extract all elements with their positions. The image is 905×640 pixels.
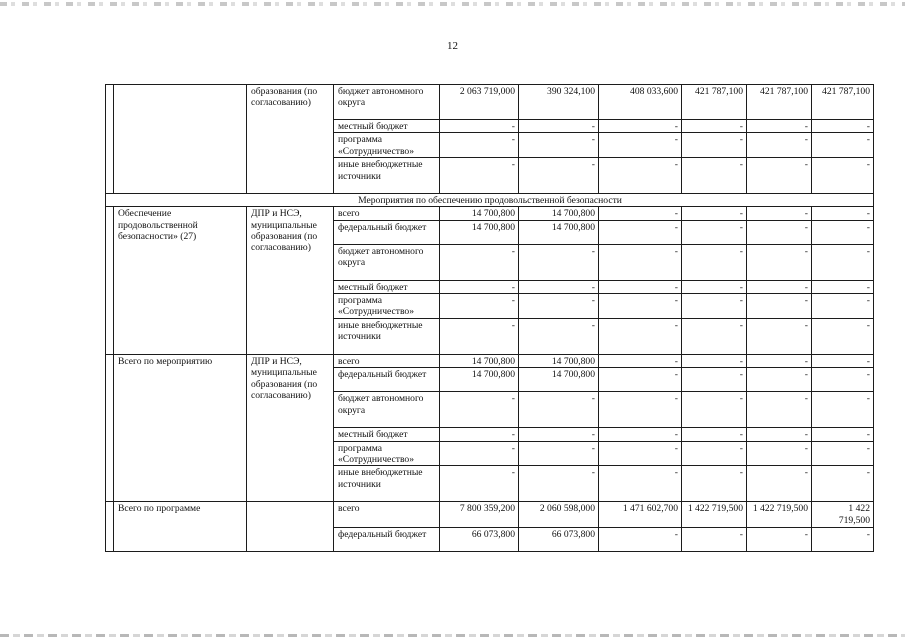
funding-source-cell: всего <box>334 502 440 528</box>
amount-cell: - <box>440 318 519 354</box>
funding-source-cell: иные внебюджетные источники <box>334 158 440 194</box>
amount-cell: - <box>812 220 874 244</box>
amount-cell: - <box>519 466 599 502</box>
amount-cell: - <box>812 207 874 220</box>
amount-cell: - <box>682 207 747 220</box>
amount-cell: - <box>812 280 874 293</box>
amount-cell: - <box>812 368 874 392</box>
amount-cell: - <box>519 392 599 428</box>
amount-cell: - <box>599 158 682 194</box>
amount-cell: - <box>812 392 874 428</box>
amount-cell: - <box>747 392 812 428</box>
amount-cell: 14 700,800 <box>440 220 519 244</box>
amount-cell: - <box>519 120 599 133</box>
table-row <box>106 354 874 367</box>
table-row <box>106 207 874 220</box>
amount-cell: 14 700,800 <box>519 220 599 244</box>
amount-cell: 14 700,800 <box>519 368 599 392</box>
page-number: 12 <box>447 40 458 52</box>
amount-cell: 390 324,100 <box>519 85 599 120</box>
executor-cell <box>247 502 334 552</box>
amount-cell: - <box>812 466 874 502</box>
amount-cell: - <box>682 294 747 319</box>
amount-cell: - <box>440 441 519 466</box>
activity-name-cell: Обеспечение продовольственной безопасности» (27) <box>114 207 247 355</box>
amount-cell: - <box>599 120 682 133</box>
amount-cell: 2 063 719,000 <box>440 85 519 120</box>
row-marker-cell <box>106 85 114 194</box>
funding-source-cell: всего <box>334 354 440 367</box>
amount-cell: 421 787,100 <box>747 85 812 120</box>
section-row <box>106 194 874 207</box>
amount-cell: - <box>747 368 812 392</box>
amount-cell: - <box>812 441 874 466</box>
amount-cell: - <box>599 294 682 319</box>
amount-cell: - <box>812 133 874 158</box>
amount-cell: - <box>599 318 682 354</box>
amount-cell: - <box>682 528 747 552</box>
funding-source-cell: программа «Сотрудничество» <box>334 441 440 466</box>
funding-source-cell: иные внебюджетные источники <box>334 318 440 354</box>
section-title: Мероприятия по обеспечению продовольственной безопасности <box>106 194 874 207</box>
amount-cell: - <box>682 368 747 392</box>
amount-cell: - <box>519 244 599 280</box>
amount-cell: 7 800 359,200 <box>440 502 519 528</box>
amount-cell: 14 700,800 <box>440 207 519 220</box>
amount-cell: - <box>747 120 812 133</box>
amount-cell: 1 422 719,500 <box>747 502 812 528</box>
amount-cell: - <box>519 158 599 194</box>
row-marker-cell <box>106 502 114 552</box>
amount-cell: - <box>440 244 519 280</box>
amount-cell: - <box>440 428 519 441</box>
amount-cell: 421 787,100 <box>682 85 747 120</box>
executor-cell: ДПР и НСЭ, муниципальные образования (по согласованию) <box>247 354 334 502</box>
amount-cell: - <box>682 158 747 194</box>
amount-cell: - <box>747 133 812 158</box>
amount-cell: 14 700,800 <box>519 207 599 220</box>
amount-cell: - <box>747 294 812 319</box>
amount-cell: - <box>440 133 519 158</box>
funding-source-cell: всего <box>334 207 440 220</box>
amount-cell: - <box>682 280 747 293</box>
funding-source-cell: федеральный бюджет <box>334 528 440 552</box>
amount-cell: - <box>682 441 747 466</box>
amount-cell: - <box>812 318 874 354</box>
funding-source-cell: программа «Сотрудничество» <box>334 133 440 158</box>
amount-cell: - <box>747 466 812 502</box>
funding-source-cell: федеральный бюджет <box>334 368 440 392</box>
amount-cell: - <box>682 244 747 280</box>
amount-cell: - <box>599 280 682 293</box>
amount-cell: - <box>682 392 747 428</box>
funding-source-cell: федеральный бюджет <box>334 220 440 244</box>
funding-source-cell: местный бюджет <box>334 428 440 441</box>
amount-cell: - <box>747 244 812 280</box>
funding-source-cell: бюджет автономного округа <box>334 392 440 428</box>
amount-cell: - <box>682 466 747 502</box>
amount-cell: - <box>440 392 519 428</box>
row-marker-cell <box>106 207 114 355</box>
amount-cell: - <box>747 528 812 552</box>
amount-cell: - <box>812 120 874 133</box>
amount-cell: - <box>682 220 747 244</box>
amount-cell: - <box>519 133 599 158</box>
amount-cell: 1 422 719,500 <box>812 502 874 528</box>
amount-cell: - <box>682 354 747 367</box>
table-row <box>106 502 874 528</box>
amount-cell: - <box>747 441 812 466</box>
executor-cell: образования (по согласованию) <box>247 85 334 194</box>
amount-cell: - <box>812 354 874 367</box>
amount-cell: - <box>747 207 812 220</box>
amount-cell: - <box>599 428 682 441</box>
amount-cell: - <box>812 528 874 552</box>
amount-cell: - <box>747 318 812 354</box>
amount-cell: - <box>599 392 682 428</box>
amount-cell: 2 060 598,000 <box>519 502 599 528</box>
amount-cell: 421 787,100 <box>812 85 874 120</box>
amount-cell: - <box>682 120 747 133</box>
executor-cell: ДПР и НСЭ, муниципальные образования (по согласованию) <box>247 207 334 355</box>
amount-cell: - <box>440 466 519 502</box>
budget-table <box>105 84 874 552</box>
amount-cell: - <box>519 294 599 319</box>
amount-cell: - <box>599 220 682 244</box>
amount-cell: 14 700,800 <box>440 354 519 367</box>
amount-cell: - <box>812 428 874 441</box>
amount-cell: - <box>599 207 682 220</box>
funding-source-cell: местный бюджет <box>334 120 440 133</box>
amount-cell: - <box>519 441 599 466</box>
amount-cell: - <box>747 220 812 244</box>
amount-cell: - <box>682 318 747 354</box>
amount-cell: - <box>599 466 682 502</box>
amount-cell: - <box>812 294 874 319</box>
amount-cell: - <box>599 441 682 466</box>
amount-cell: 14 700,800 <box>519 354 599 367</box>
activity-name-cell: Всего по мероприятию <box>114 354 247 502</box>
amount-cell: - <box>747 428 812 441</box>
amount-cell: - <box>599 528 682 552</box>
amount-cell: 14 700,800 <box>440 368 519 392</box>
amount-cell: - <box>440 294 519 319</box>
amount-cell: 408 033,600 <box>599 85 682 120</box>
amount-cell: - <box>440 158 519 194</box>
row-marker-cell <box>106 354 114 502</box>
amount-cell: - <box>519 318 599 354</box>
amount-cell: - <box>812 158 874 194</box>
amount-cell: - <box>747 354 812 367</box>
amount-cell: - <box>599 244 682 280</box>
funding-source-cell: иные внебюджетные источники <box>334 466 440 502</box>
amount-cell: 66 073,800 <box>440 528 519 552</box>
amount-cell: - <box>682 428 747 441</box>
amount-cell: - <box>599 354 682 367</box>
funding-source-cell: бюджет автономного округа <box>334 244 440 280</box>
activity-name-cell: Всего по программе <box>114 502 247 552</box>
scan-artifact-top <box>0 2 905 6</box>
amount-cell: 1 471 602,700 <box>599 502 682 528</box>
amount-cell: 66 073,800 <box>519 528 599 552</box>
scan-artifact-bottom <box>0 634 905 637</box>
table-row <box>106 85 874 120</box>
amount-cell: - <box>519 280 599 293</box>
amount-cell: - <box>519 428 599 441</box>
table-body <box>106 85 874 552</box>
funding-source-cell: программа «Сотрудничество» <box>334 294 440 319</box>
activity-name-cell <box>114 85 247 194</box>
amount-cell: - <box>747 280 812 293</box>
funding-source-cell: местный бюджет <box>334 280 440 293</box>
amount-cell: - <box>682 133 747 158</box>
amount-cell: - <box>599 133 682 158</box>
amount-cell: - <box>440 120 519 133</box>
amount-cell: - <box>599 368 682 392</box>
amount-cell: - <box>747 158 812 194</box>
amount-cell: - <box>812 244 874 280</box>
amount-cell: - <box>440 280 519 293</box>
amount-cell: 1 422 719,500 <box>682 502 747 528</box>
funding-source-cell: бюджет автономного округа <box>334 85 440 120</box>
